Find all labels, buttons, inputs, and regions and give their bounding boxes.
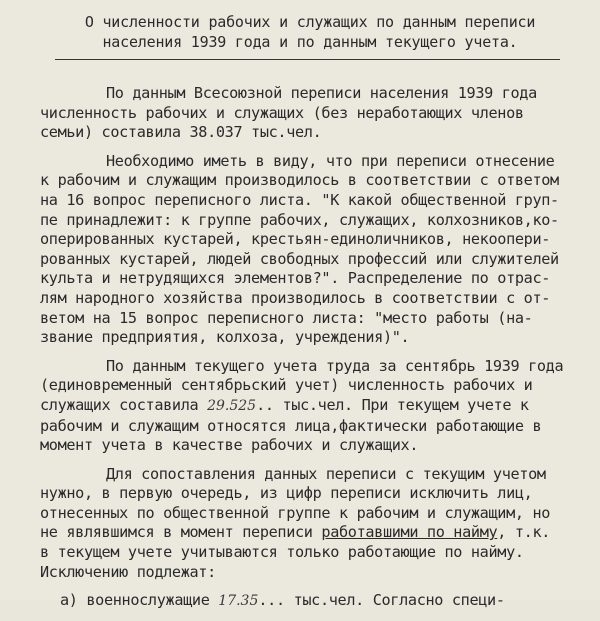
text-line: ветом на 15 вопрос переписного листа: "место работы (на- <box>40 308 533 327</box>
list-item-military: а) военнослужащие 17.35... тыс.чел. Согласно специ- <box>60 591 505 610</box>
text-line: момент учета в качестве рабочих и служащих. <box>40 436 419 455</box>
title-line: населения 1939 года и по данным текущего учета. <box>102 33 518 51</box>
text-line: численность рабочих и служащих (без неработающих членов <box>40 103 524 122</box>
text-fragment: не являвшимся в момент переписи <box>40 523 313 542</box>
text-line: оперированных кустарей, крестьян-единоличников, некоопери- <box>40 230 551 249</box>
paragraph-4 <box>40 465 585 583</box>
text-line: на 16 вопрос переписного листа. "К какой общественной груп- <box>40 190 559 209</box>
paragraph-2 <box>40 152 585 348</box>
document-title <box>60 12 560 52</box>
text-line: звание предприятия, колхоза, учреждения)". <box>40 328 410 347</box>
handwritten-number: 17.35 <box>218 593 259 610</box>
text-line: По данным Всесоюзной переписи населения 1939 года <box>106 84 537 102</box>
paragraph-1 <box>40 84 585 143</box>
text-fragment: , т.к. <box>497 523 551 542</box>
text-line-with-underline <box>40 523 585 543</box>
text-line: Необходимо иметь в виду, что при переписи отнесение <box>106 151 555 170</box>
text-line: семьи) составила 38.037 тыс.чел. <box>40 123 322 142</box>
title-line: О численности рабочих и служащих по данным переписи <box>84 13 536 31</box>
text-line: Для сопоставления данных переписи с текущим учетом <box>106 464 546 483</box>
text-line: Исключению подлежат: <box>40 562 216 581</box>
text-line: в текущем учете учитываются только работающие по найму. <box>40 543 524 562</box>
text-line: лям народного хозяйства производилось в соответствии с от- <box>40 288 551 307</box>
title-underline <box>55 59 560 60</box>
text-fragment: тыс.чел. Согласно специ- <box>293 591 505 610</box>
text-line: По данным текущего учета труда за сентябрь 1939 года <box>106 356 564 375</box>
text-line-with-handwritten-value: служащих составила 29.525.. тыс.чел. При текущем учете к <box>40 395 529 414</box>
text-line: рабочим и служащим относятся лица,фактически работающие в <box>40 416 542 435</box>
underlined-phrase: работавшими по найму <box>321 523 498 542</box>
text-line: нужно, в первую очередь, из цифр переписи исключить лиц, <box>40 484 533 503</box>
text-line: к рабочим и служащим производилось в соответствии с ответом <box>40 171 559 190</box>
document-body <box>40 84 585 621</box>
text-fragment: служащих составила <box>40 395 199 414</box>
text-line: отнесенных по общественной группе к рабочим и служащим, но <box>40 503 551 522</box>
text-fragment: тыс.чел. При текущем учете к <box>282 395 529 414</box>
text-line: пе принадлежит: к группе рабочих, служащих, колхозников,ко- <box>40 210 559 229</box>
paragraph-5 <box>40 591 585 612</box>
text-line: рованных кустарей, людей свободных профессий или служителей <box>40 249 559 268</box>
text-fragment: а) военнослужащие <box>60 591 210 610</box>
handwritten-number: 29.525 <box>207 397 257 414</box>
text-line: культа и нетрудящихся элементов?". Распределение по отрас- <box>40 269 551 288</box>
text-line: (единовременный сентябрьский учет) численность рабочих и <box>40 376 533 395</box>
paragraph-3 <box>40 357 585 456</box>
